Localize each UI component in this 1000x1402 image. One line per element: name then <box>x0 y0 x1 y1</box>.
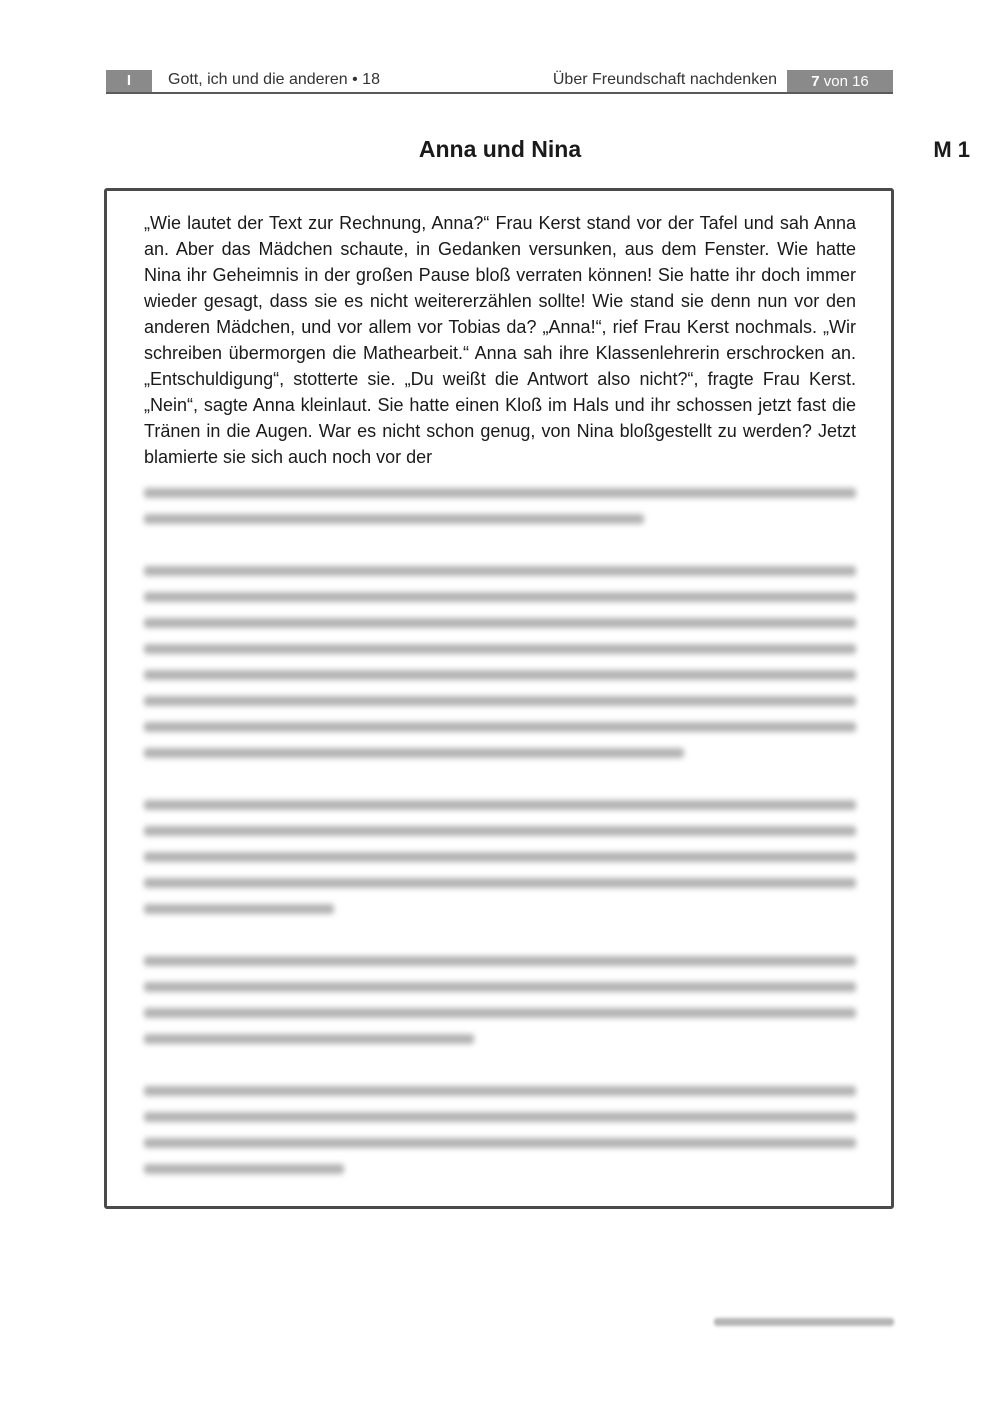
section-marker: I <box>106 70 152 92</box>
blur-overlay <box>112 470 884 1200</box>
footer-blurred-text <box>714 1315 894 1329</box>
material-label: M 1 <box>933 137 970 162</box>
page-current: 7 <box>811 73 820 90</box>
page-footer <box>714 1315 894 1332</box>
story-paragraph-1: „Wie lautet der Text zur Rechnung, Anna?“ Frau Kerst stand vor der Tafel und sah Anna an. Aber das Mädchen schaute, in Gedanken versunken, aus dem Fenster. Wie hatte Nina ihr Geheimnis in der großen Pause bloß verraten können! Sie hatte ihr doch immer wieder gesagt, dass sie es nicht weitererzählen sollte! Wie stand sie denn nun vor den anderen Mädchen, und vor allem vor Tobias da? „Anna!“, rief Frau Kerst nochmals. „Wir schreiben übermorgen die Mathearbeit.“ Anna sah ihre Klassenlehrerin erschrocken an. „Entschuldigung“, stotterte sie. „Du weißt die Antwort also nicht?“, fragte Frau Kerst. „Nein“, sagte Anna kleinlaut. Sie hatte einen Kloß im Hals und ihr schossen jetzt fast die Tränen in die Augen. War es nicht schon genug, von Nina bloßgestellt zu werden? Jetzt blamierte sie sich auch noch vor der <box>144 213 856 467</box>
page-header <box>106 70 893 94</box>
series-title: Gott, ich und die anderen • 18 <box>168 71 380 88</box>
document-title: Anna und Nina <box>418 136 582 162</box>
topic-title: Über Freundschaft nachdenken <box>552 71 777 88</box>
page-indicator <box>787 70 893 92</box>
page-total: von 16 <box>819 73 869 90</box>
